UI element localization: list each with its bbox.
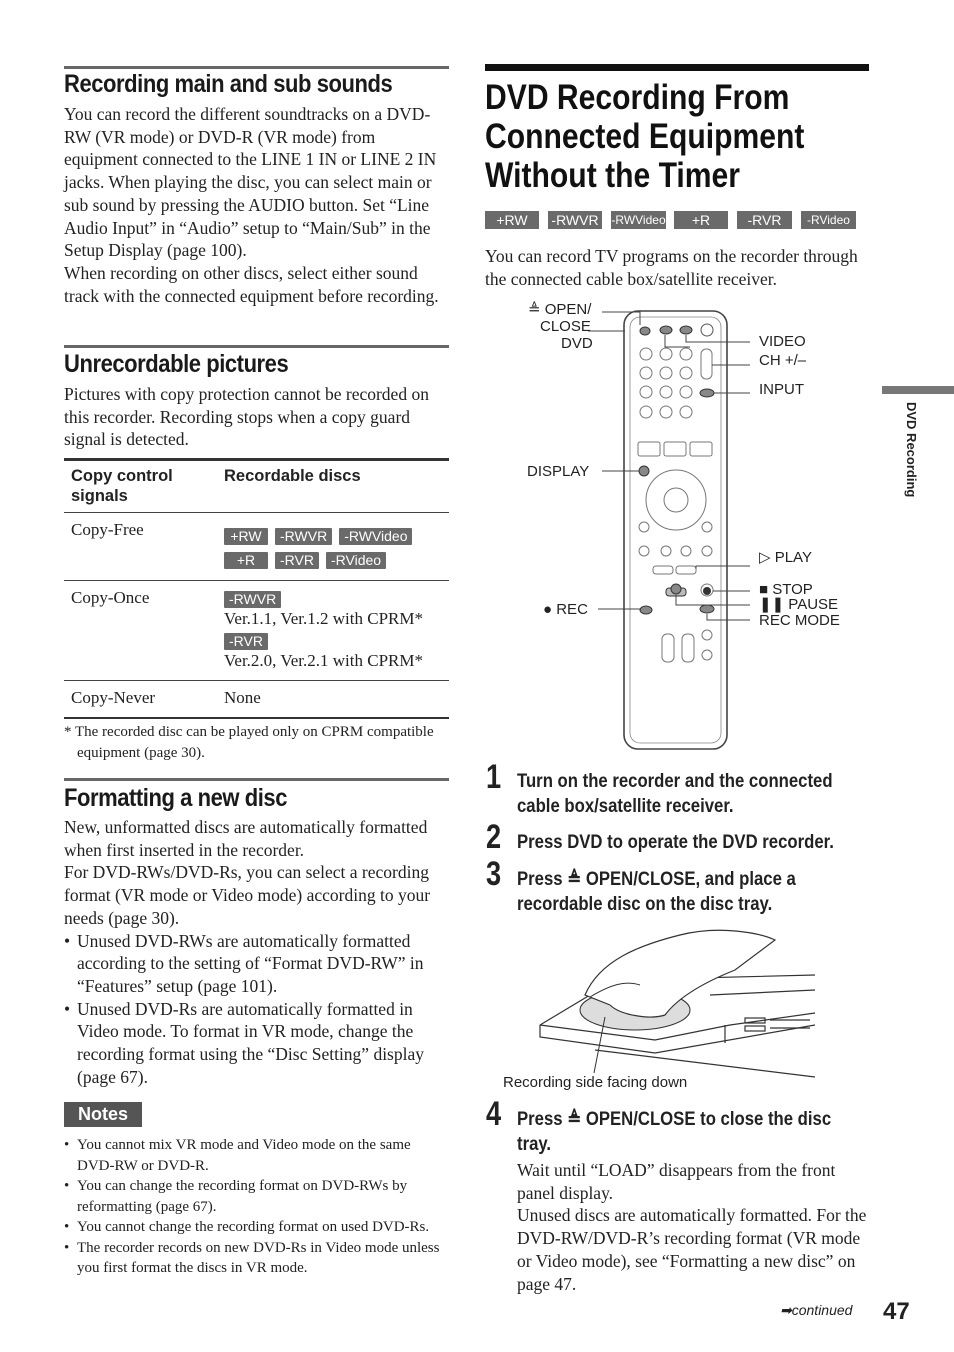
title-line: DVD Recording From [485,78,790,117]
step-number: 4 [486,1095,502,1133]
signal-cell: Copy-Never [71,688,156,707]
disc-caption: Recording side facing down [503,1074,688,1091]
side-tab-label: DVD Recording [904,402,919,498]
col-header-discs: Recordable discs [217,461,449,513]
disc-badge: -RVR [737,211,792,229]
table-row [64,513,449,581]
main-sub-text [64,103,449,307]
para: For DVD-RWs/DVD-Rs, you can select a recording format (VR mode or Video mode) according to your needs (page 30). [64,862,431,928]
table-row [64,681,449,718]
disc-badge: -RWVR [275,528,332,545]
copy-table [64,458,449,719]
continued-text: continued [791,1302,853,1318]
discs-cell [217,581,449,681]
arrow-right-icon: ➡ [780,1302,792,1318]
notes-list [64,1135,449,1279]
step-line: tray. [517,1134,552,1155]
disc-badge: -RVR [224,633,268,650]
intro-text: You can record TV programs on the recorder through the connected cable box/satellite receiver. [485,246,858,289]
step-line: Press ≜ OPEN/CLOSE, and place a [517,869,796,890]
page-number: 47 [883,1298,910,1325]
note-item: • You cannot mix VR mode and Video mode on the same DVD-RW or DVD-R. [64,1135,449,1176]
label-stop: ■ STOP [759,581,813,598]
formatting-text [64,816,449,1088]
signal-cell: Copy-Once [64,581,217,681]
heading-unrecordable: Unrecordable pictures [64,350,289,378]
step-line: Press ≜ OPEN/CLOSE to close the disc [517,1109,832,1130]
col-header-signals: Copy control signals [64,461,217,513]
label-video: VIDEO [759,333,806,350]
disc-badge: -RWVideo [611,213,666,227]
cprm-text: Ver.2.0, Ver.2.1 with CPRM* [224,651,423,670]
step-line: Turn on the recorder and the connected [517,771,833,792]
label-close: CLOSE [540,318,591,335]
note-item: • The recorder records on new DVD-Rs in Video mode unless you first format the discs in VR mode. [64,1238,449,1279]
title-line: Connected Equipment [485,117,805,156]
signal-cell: Copy-Free [64,513,217,581]
disc-badge: -RVideo [801,211,856,229]
disc-badge: +R [674,211,728,229]
section-rule [64,66,449,69]
step-number: 1 [486,758,502,796]
disc-badge: +R [224,552,268,569]
disc-badge: +RW [485,211,539,229]
para: When recording on other discs, select either sound track with the connected equipment before recording. [64,262,439,306]
heading-formatting: Formatting a new disc [64,784,288,812]
step-text [517,830,834,855]
table-row [64,581,449,681]
title-line: Without the Timer [485,156,741,195]
para: Unused discs are automatically formatted. For the DVD-RW/DVD-R’s recording format (VR mode or Video mode), see “Formatting a new disc” on page 47. [517,1205,867,1294]
step-line: cable box/satellite receiver. [517,796,734,817]
cprm-text: Ver.1.1, Ver.1.2 with CPRM* [224,609,423,628]
title-rule [485,64,869,71]
label-ch: CH +/– [759,352,807,369]
disc-badge: -RVideo [326,552,386,569]
table-footnote: * The recorded disc can be played only on CPRM compatible equipment (page 30). [64,724,434,761]
discs-cell [217,513,449,581]
step-number: 2 [486,818,502,856]
unrecordable-text: Pictures with copy protection cannot be recorded on this recorder. Recording stops when a copy guard signal is detected. [64,384,429,450]
label-play: ▷ PLAY [759,549,812,566]
step-text [517,1107,831,1157]
para: You can record the different soundtracks on a DVD-RW (VR mode) or DVD-R (VR mode) from equipment connected to the LINE 1 IN or LINE 2 IN jacks. When playing the disc, you can select main or sub sound by pressing the AUDIO button. Set “Line Audio Input” in “Audio” setup to “Main/Sub” in the Setup Display (page 100). [64,104,437,261]
step-text [517,769,833,819]
disc-badge: +RW [224,528,268,545]
label-dvd: DVD [561,335,593,352]
step-line: Press DVD to operate the DVD recorder. [517,832,834,853]
note-item: • You cannot change the recording format on used DVD-Rs. [64,1217,449,1238]
bullet-item: • Unused DVD-Rs are automatically formatted in Video mode. To format in VR mode, change the recording format using the “Disc Setting” display (page 67). [64,998,449,1089]
step-line: recordable disc on the disc tray. [517,894,773,915]
label-rec-mode: REC MODE [759,612,840,629]
para: Wait until “LOAD” disappears from the front panel display. [517,1160,836,1203]
label-rec: ● REC [543,601,588,618]
note-item: • You can change the recording format on DVD-RWs by reformatting (page 67). [64,1176,449,1217]
para: New, unformatted discs are automatically formatted when first inserted in the recorder. [64,817,428,860]
discs-cell: None [224,688,261,707]
disc-badge: -RWVR [548,211,602,229]
label-display: DISPLAY [527,463,590,480]
disc-tray-illustration [530,925,820,1085]
step4-text [517,1159,872,1295]
disc-badge: -RWVideo [339,528,412,545]
section-rule [64,778,449,781]
label-open: ≜ OPEN/ [528,301,592,318]
label-pause: ❚❚ PAUSE [759,596,839,613]
label-input: INPUT [759,381,804,398]
heading-main-sub: Recording main and sub sounds [64,70,393,98]
step-text [517,867,796,917]
disc-badge: -RVR [275,552,319,569]
step-number: 3 [486,855,502,893]
continued-note [780,1302,852,1319]
disc-badge: -RWVR [224,591,281,608]
notes-label: Notes [64,1102,142,1127]
side-tab [882,386,954,394]
page-title [485,78,804,195]
bullet-item: • Unused DVD-RWs are automatically formatted according to the setting of “Format DVD-RW” in “Features” setup (page 101). [64,930,449,998]
section-rule [64,345,449,348]
remote-control-illustration [480,295,880,757]
